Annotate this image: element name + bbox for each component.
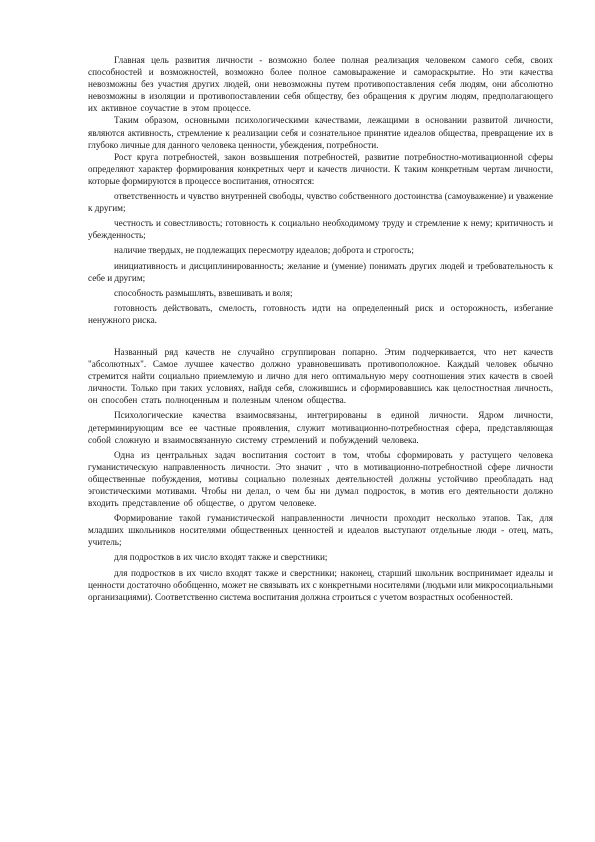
paragraph-paired-qualities: Названный ряд качеств не случайно сгруппирован попарно. Этим подчеркивается, что нет качеств "абсолютных". Самое лучшее качество должно уравновешивать противоположное. Каждый человек обычно стремится найти социально приемлемую и лично для него оптимальную меру соотношения этих качеств в своей личности. Только при таких условиях, найдя себя, сложившись и сформировавшись как целостностная личность, он способен стать полноценным и полезным членом общества.: [88, 346, 553, 406]
paragraph-formation-stages: Формирование такой гуманистической направленности личности проходит несколько этапов. Так, для младших школьников носителями общественных ценностей и идеалов выступают отдельные люди - отец, мать, учитель;: [88, 513, 553, 548]
paragraph-central-task: Одна из центральных задач воспитания состоит в том, чтобы сформировать у растущего человека гуманистическую направленность личности. Это значит , что в мотивационно-потребностной сфере личности общественные побуждения, мотивы социально полезных деятельностей должны устойчиво преобладать над эгоистическими мотивами. Чтобы ни делал, о чем бы ни думал подросток, в мотив его деятельности должно входить представление об обществе, о другом человеке.: [88, 449, 553, 509]
paragraph-integration: Психологические качества взаимосвязаны, интегрированы в единой личности. Ядром личности, детерминирующим все ее частные проявления, служит мотивационно-потребностная сфера, представляющая собой сложную и взаимосвязанную систему стремлений и побуждений человека.: [88, 410, 553, 445]
list-item-honesty: честность и совестливость; готовность к социально необходимому труду и стремление к нему; критичность и убежденность;: [88, 218, 553, 241]
list-item-peers: для подростков в их число входят также и сверстники;: [114, 552, 328, 563]
list-item-initiative: инициативность и дисциплинированность; желание и (умение) понимать других людей и требовательность к себе и другим;: [88, 260, 553, 283]
list-item-reflection: способность размышлять, взвешивать и воля;: [114, 287, 293, 298]
paragraph-needs-growth: Рост круга потребностей, закон возвышения потребностей, развитие потребностно-мотивационной сферы определяют характер формирования конкретных черт и качеств личности. К таким конкретным чертам личности, которые формируются в процессе воспитания, относятся:: [88, 151, 553, 186]
document-page: [88, 54, 553, 603]
list-item-responsibility: ответственность и чувство внутренней свободы, чувство собственного достоинства (самоуважение) и уважение к другим;: [88, 191, 553, 214]
list-item-ideals: наличие твердых, не подлежащих пересмотру идеалов; доброта и строгость;: [114, 245, 414, 256]
paragraph-core-qualities: Таким образом, основными психологическими качествами, лежащими в основании развитой личности, являются активность, стремление к реализации себя и сознательное принятие идеалов общества, превращение их в глубоко личные для данного человека ценности, убеждения, потребности.: [88, 115, 553, 150]
paragraph-senior-students: для подростков в их число входят также и сверстники; наконец, старший школьник воспринимает идеалы и ценности достаточно обобщенно, может не связывать их с конкретными носителями (людьми или микросоциальными организациями). Соответственно система воспитания должна строиться с учетом возрастных особенностей.: [88, 567, 553, 602]
list-item-readiness: готовность действовать, смелость, готовность идти на определенный риск и осторожность, избегание ненужного риска.: [88, 302, 553, 325]
paragraph-development-goal: Главная цель развития личности - возможно более полная реализация человеком самого себя, своих способностей и возможностей, возможно более полное самовыражение и самораскрытие. Но эти качества невозможны без участия других людей, они невозможны путем противопоставления себя людям, они абсолютно невозможны в изоляции и противопоставлении себя обществу, без обращения к другим людям, предполагающего их активное соучастие в этом процессе.: [88, 55, 553, 114]
